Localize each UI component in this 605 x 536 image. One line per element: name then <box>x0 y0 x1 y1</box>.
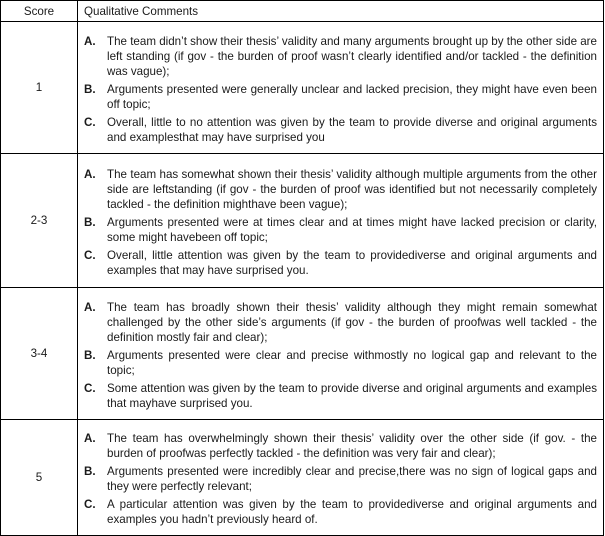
comments-column-header: Qualitative Comments <box>78 1 604 22</box>
comment-item <box>84 464 597 494</box>
item-letter: B. <box>84 82 96 96</box>
comment-item <box>84 497 597 527</box>
item-letter: C. <box>84 115 96 129</box>
item-letter: B. <box>84 348 96 362</box>
item-letter: C. <box>84 381 96 395</box>
score-cell: 1 <box>1 22 78 154</box>
comment-item <box>84 34 597 79</box>
comment-item <box>84 82 597 112</box>
comment-item <box>84 431 597 461</box>
item-letter: B. <box>84 215 96 229</box>
comments-cell <box>78 420 604 536</box>
item-letter: B. <box>84 465 96 478</box>
item-text: Some attention was given by the team to provide diverse and original arguments and examples that mayhave surprised you. <box>107 381 597 410</box>
table-row <box>1 420 604 536</box>
table-row <box>1 154 604 288</box>
comment-item <box>84 115 597 145</box>
comment-item <box>84 348 597 378</box>
comments-cell <box>78 22 604 154</box>
item-text: The team didn’t show their thesis’ validity and many arguments brought up by the other side are left standing (if gov - the burden of proof wasn’t clearly identified and/or tackled - the definition was vague); <box>107 34 597 78</box>
comments-cell <box>78 288 604 420</box>
comment-item <box>84 300 597 345</box>
score-cell: 5 <box>1 420 78 536</box>
score-column-header: Score <box>1 1 78 22</box>
item-text: Arguments presented were at times clear and at times might have lacked precision or clarity, some might havebeen off topic; <box>107 215 597 244</box>
item-letter: A. <box>84 167 96 181</box>
item-text: The team has broadly shown their thesis’ validity although they might remain somewhat challenged by the other side’s arguments (if gov - the burden of proofwas well tackled - the definition mostly fair and clear); <box>107 300 597 344</box>
item-text: Arguments presented were generally unclear and lacked precision, they might have even been off topic; <box>107 82 597 111</box>
item-letter: A. <box>84 34 96 48</box>
item-text: The team has overwhelmingly shown their thesis’ validity over the other side (if gov. - the burden of proofwas perfectly tackled - the definition was very fair and clear); <box>107 432 597 460</box>
comment-item <box>84 215 597 245</box>
item-text: Arguments presented were clear and precise withmostly no logical gap and relevant to the topic; <box>107 348 597 377</box>
item-text: Overall, little to no attention was given by the team to provide diverse and original arguments and examplesthat may have surprised you <box>107 115 597 144</box>
comments-cell <box>78 154 604 288</box>
header-row <box>1 1 604 22</box>
item-letter: A. <box>84 300 96 314</box>
item-letter: C. <box>84 248 96 262</box>
item-letter: C. <box>84 498 96 511</box>
item-text: The team has somewhat shown their thesis’ validity although multiple arguments from the other side are leftstanding (if gov - the burden of proof was identified but not necessarily completely tackled - the definition mighthave been vague); <box>107 167 597 211</box>
table-row <box>1 288 604 420</box>
item-text: Arguments presented were incredibly clear and precise,there was no sign of logical gaps and they were perfectly relevant; <box>107 465 597 493</box>
item-text: A particular attention was given by the team to providediverse and original arguments and examples you hadn’t previously heard of. <box>107 498 597 526</box>
comment-item <box>84 167 597 212</box>
score-cell: 2-3 <box>1 154 78 288</box>
item-letter: A. <box>84 432 96 445</box>
table-row <box>1 22 604 154</box>
comment-item <box>84 381 597 411</box>
item-text: Overall, little attention was given by the team to providediverse and original arguments and examples that may have surprised you. <box>107 248 597 277</box>
comment-item <box>84 248 597 278</box>
score-cell: 3-4 <box>1 288 78 420</box>
